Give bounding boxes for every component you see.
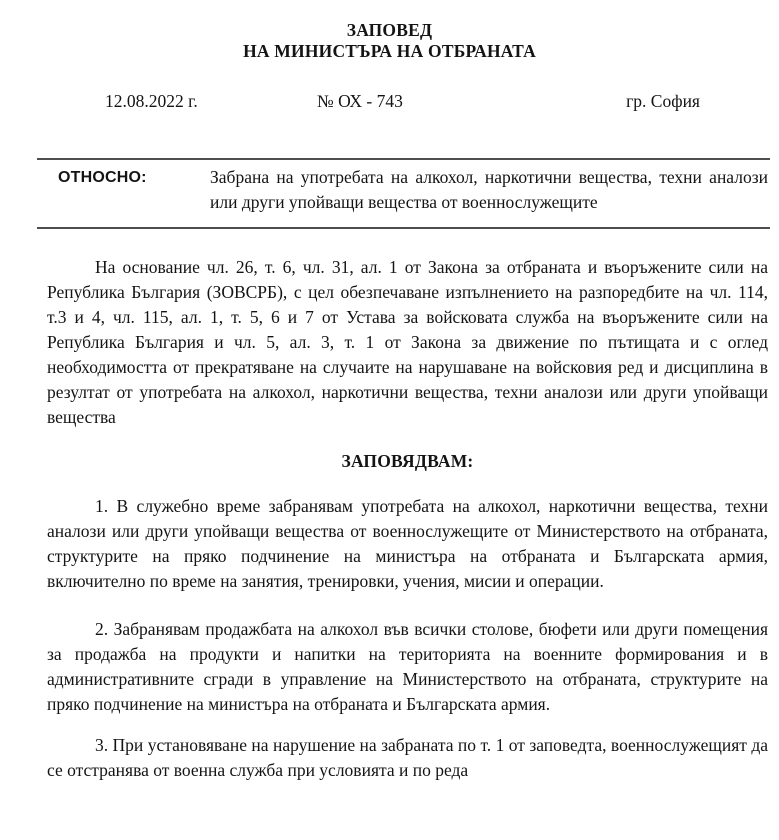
order-item-1: 1. В служебно време забранявам употребата на алкохол, наркотични вещества, техни аналози или други упойващи вещества от военнослужещите от Министерството на отбраната, структурите на пряко подчинение на министъра на отбраната и Българската армия, включително по време на занятия, тренировки, учения, мисии и операции. bbox=[47, 496, 768, 591]
order-item-2: 2. Забранявам продажбата на алкохол във всички столове, бюфети или други помещения за продажба на продукти и напитки на територията на военните формирования и в административните сгради в управление на Министерството на отбраната, структурите на пряко подчинение на министъра на отбраната и Българската армия. bbox=[47, 619, 768, 714]
subject-text: Забрана на употребата на алкохол, наркотични вещества, техни аналози или други упойващи вещества от военнослужещите bbox=[210, 167, 768, 212]
preamble-paragraph: На основание чл. 26, т. 6, чл. 31, ал. 1 от Закона за отбраната и въоръжените сили на Република България (ЗОВСРБ), с цел обезпечаване изпълнението на разпоредбите на чл. 114, т.3 и 4, чл. 115, ал. 1, т. 5, 6 и 7 от Устава за войсковата служба на въоръжените сили на Република България и чл. 5, ал. 3, т. 1 от Закона за движение по пътищата и с оглед необходимостта от прекратяване на случаите на нарушаване на войсковия ред и дисциплина в резултат от употребата на алкохол, наркотични вещества, техни аналози или други упойващи вещества bbox=[47, 257, 768, 427]
subject-block bbox=[58, 165, 768, 215]
document-body bbox=[0, 255, 779, 783]
order-date: 12.08.2022 г. bbox=[105, 91, 198, 111]
subject-rule-bottom bbox=[37, 227, 770, 229]
title-line-2: НА МИНИСТЪРА НА ОТБРАНАТА bbox=[243, 41, 536, 61]
order-item-3: 3. При установяване на нарушение на забраната по т. 1 от заповедта, военнослужещият да се отстранява от военна служба при условията и по реда bbox=[47, 735, 768, 780]
subject-label: ОТНОСНО: bbox=[58, 169, 147, 186]
subject-rule-top bbox=[37, 158, 770, 160]
dateline bbox=[0, 89, 779, 113]
title-line-1: ЗАПОВЕД bbox=[346, 20, 433, 40]
order-heading: ЗАПОВЯДВАМ: bbox=[341, 451, 474, 471]
order-number: № ОХ - 743 bbox=[317, 91, 403, 111]
document-title bbox=[0, 0, 779, 62]
order-city: гр. София bbox=[626, 91, 700, 111]
